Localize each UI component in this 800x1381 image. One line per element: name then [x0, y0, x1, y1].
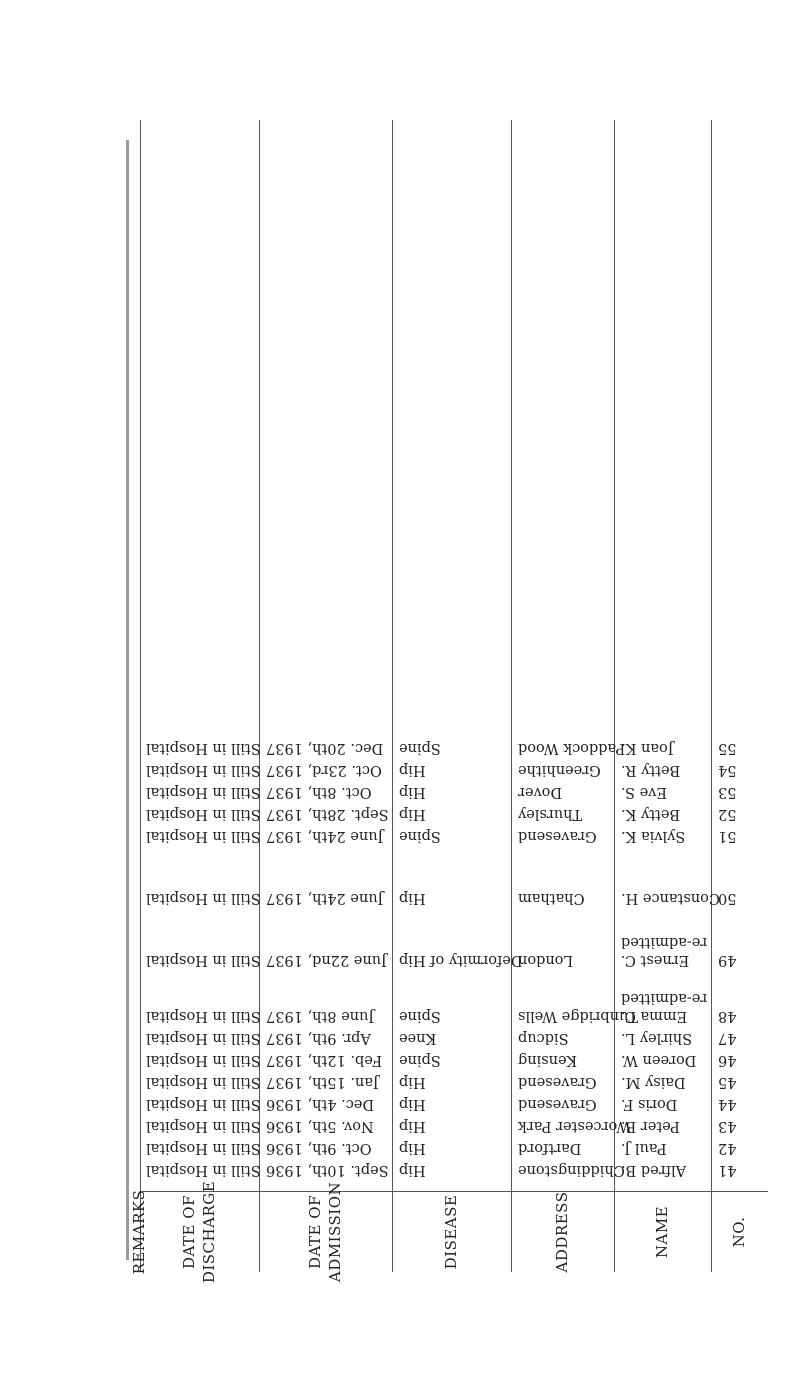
number-cell: 52 [717, 806, 737, 822]
patient-name-column [615, 120, 720, 1272]
patient-name-cell: Paul J. [620, 1140, 667, 1156]
disease-cell: Spine [398, 740, 441, 756]
address-cell: Dover [517, 784, 562, 800]
admission-date-cell: Dec. 20th, 1937 [265, 740, 384, 756]
address-cell: Tunbridge Wells [517, 1008, 638, 1024]
address-cell: Paddock Wood [517, 740, 626, 756]
number-cell: 55 [717, 740, 737, 756]
patient-name-cell: Sylvia K. [620, 828, 686, 844]
patient-name-cell: Peter B. [620, 1118, 680, 1134]
address-cell: Chatham [517, 890, 585, 906]
number-cell: 41 [717, 1162, 737, 1178]
address-cell: Gravesend [517, 1074, 597, 1090]
patient-name-cell: Betty R. [620, 762, 681, 778]
address-header: ADDRESS [512, 1191, 614, 1272]
admission-date-cell: Nov. 5th, 1936 [265, 1118, 374, 1134]
admission-date-cells [260, 120, 392, 1191]
address-cell: Gravesend [517, 1096, 597, 1112]
number-cell: 46 [717, 1052, 737, 1068]
disease-cell: Hip [398, 1140, 426, 1156]
disease-cell: Spine [398, 1008, 441, 1024]
patient-name-cell: Joan K. [620, 740, 674, 756]
patient-register-table [130, 120, 768, 1284]
admission-date-cell: Oct. 23rd, 1937 [265, 762, 382, 778]
number-cell: 43 [717, 1118, 737, 1134]
remarks-cell: Still in Hospital [146, 1030, 261, 1046]
patient-name-cell: Ernest C. re-admitted [620, 934, 708, 968]
disease-cell: Hip [398, 1074, 426, 1090]
number-cell: 53 [717, 784, 737, 800]
remarks-cell: Still in Hospital [146, 1074, 261, 1090]
address-cell: Gravesend [517, 828, 597, 844]
patient-name-cell: Doreen W. [620, 1052, 697, 1068]
address-cell: Chiddingstone [517, 1162, 625, 1178]
address-cell: Dartford [517, 1140, 582, 1156]
scan-edge-line [126, 140, 129, 1260]
patient-name-cell: Daisy M. [620, 1074, 686, 1090]
admission-date-cell: Oct. 8th, 1937 [265, 784, 372, 800]
remarks-cell: Still in Hospital [146, 828, 261, 844]
admission-date-cell: Apr. 9th, 1937 [265, 1030, 371, 1046]
address-cell: London [517, 952, 573, 968]
remarks-cell: Still in Hospital [146, 784, 261, 800]
admission-date-cell: Feb. 12th, 1937 [265, 1052, 383, 1068]
disease-cell: Hip [398, 784, 426, 800]
patient-name-cells [615, 120, 720, 1191]
patient-name-cell: Emma C. re-admitted [620, 990, 708, 1024]
patient-name-header: NAME [615, 1191, 711, 1272]
admission-date-cell: June 22nd, 1937 [265, 952, 387, 968]
number-cell: 54 [717, 762, 737, 778]
disease-cell: Knee [398, 1030, 437, 1046]
disease-cell: Hip [398, 806, 426, 822]
admission-date-cell: June 24th, 1937 [265, 890, 384, 906]
admission-date-cell: June 8th, 1937 [265, 1008, 375, 1024]
disease-cell: Hip [398, 1096, 426, 1112]
remarks-cell: Still in Hospital [146, 1096, 261, 1112]
patient-name-cell: Doris F. [620, 1096, 678, 1112]
address-cell: Greenhithe [517, 762, 601, 778]
address-cells [512, 120, 638, 1191]
disease-cell: Spine [398, 1052, 441, 1068]
remarks-cell: Still in Hospital [146, 1008, 261, 1024]
disease-cell: Hip [398, 1162, 426, 1178]
number-cell: 45 [717, 1074, 737, 1090]
remarks-cell: Still in Hospital [146, 1162, 261, 1178]
remarks-cell: Still in Hospital [146, 1140, 261, 1156]
admission-date-column [260, 120, 393, 1283]
remarks-cell: Still in Hospital [146, 890, 261, 906]
disease-column [393, 120, 523, 1272]
disease-cell: Hip [398, 762, 426, 778]
number-cell: 50 [717, 890, 737, 906]
patient-name-cell: Betty K. [620, 806, 681, 822]
number-cells [712, 120, 768, 1191]
admission-date-cell: Sept. 28th, 1937 [265, 806, 389, 822]
address-cell: Worcester Park [517, 1118, 632, 1134]
discharge-date-header: DATE OF DISCHARGE [141, 1191, 259, 1272]
remarks-cell: Still in Hospital [146, 806, 261, 822]
address-column [512, 120, 638, 1273]
number-cell: 48 [717, 1008, 737, 1024]
number-cell: 49 [717, 952, 737, 968]
address-cell: Kensing [517, 1052, 577, 1068]
number-cell: 47 [717, 1030, 737, 1046]
admission-date-cell: Dec. 4th, 1936 [265, 1096, 374, 1112]
address-cell: Sidcup [517, 1030, 569, 1046]
number-header: NO. [712, 1191, 768, 1272]
remarks-cell: Still in Hospital [146, 740, 261, 756]
disease-header: DISEASE [393, 1191, 511, 1272]
remarks-cell: Still in Hospital [146, 762, 261, 778]
patient-name-cell: Alfred B. [620, 1162, 687, 1178]
disease-cells [393, 120, 523, 1191]
remarks-column: REMARKS Still in Hospital Still in Hospital Still in Hospital Still in Hospital Still in Hospital Still in Hospital Still in Hospital Still in Hospital Still in Hospital Still in Hospital Still in Hospital Still in Hospital Still in Hospital Still in Hospital Still in Hospital [140, 120, 141, 1272]
remarks-cell: Still in Hospital [146, 952, 261, 968]
remarks-cell: Still in Hospital [146, 1052, 261, 1068]
patient-name-cell: Shirley L. [620, 1030, 693, 1046]
disease-cell: Hip [398, 890, 426, 906]
disease-cell: Hip [398, 1118, 426, 1134]
admission-date-cell: Jan. 15th, 1937 [265, 1074, 379, 1090]
rotated-register-frame [130, 120, 768, 1284]
number-column [712, 120, 768, 1272]
disease-cell: Spine [398, 828, 441, 844]
admission-date-cell: Sept. 10th, 1936 [265, 1162, 389, 1178]
disease-cell: Deformity of Hip [398, 952, 523, 968]
address-cell: Thursley [517, 806, 583, 822]
number-cell: 42 [717, 1140, 737, 1156]
admission-date-header: DATE OF ADMISSION [260, 1191, 392, 1272]
admission-date-cell: Oct. 9th, 1936 [265, 1140, 372, 1156]
remarks-cell: Still in Hospital [146, 1118, 261, 1134]
patient-name-cell: Constance H. [620, 890, 720, 906]
number-cell: 51 [717, 828, 737, 844]
patient-name-cell: Eve S. [620, 784, 667, 800]
number-cell: 44 [717, 1096, 737, 1112]
admission-date-cell: June 24th, 1937 [265, 828, 384, 844]
